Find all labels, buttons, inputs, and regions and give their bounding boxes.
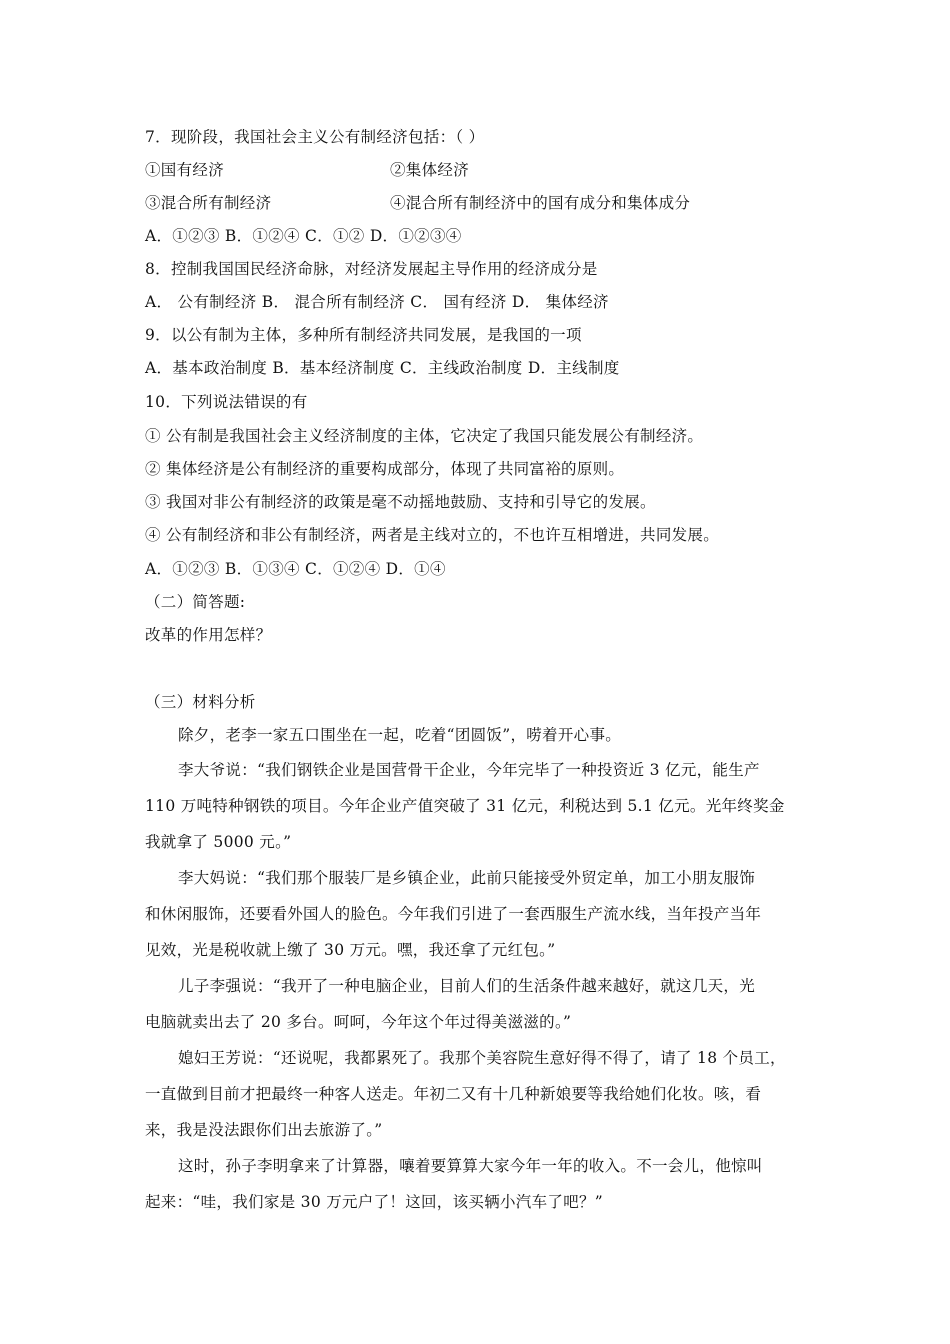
q10-statement-1: ① 公有制是我国社会主义经济制度的主体，它决定了我国只能发展公有制经济。 — [145, 427, 704, 445]
q10-statement-2: ② 集体经济是公有制经济的重要构成部分，体现了共同富裕的原则。 — [145, 460, 625, 478]
q9-stem: 9．以公有制为主体，多种所有制经济共同发展，是我国的一项 — [145, 326, 582, 344]
q7-options-row-1 — [145, 160, 845, 180]
q10-statement-3: ③ 我国对非公有制经济的政策是毫不动摇地鼓励、支持和引导它的发展。 — [145, 493, 656, 511]
q10-statement-4: ④ 公有制经济和非公有制经济，两者是主线对立的，不也许互相增进，共同发展。 — [145, 526, 720, 544]
q7-option-2: ②集体经济 — [390, 161, 470, 179]
q8-stem: 8．控制我国国民经济命脉，对经济发展起主导作用的经济成分是 — [145, 260, 598, 278]
q8-choices: A． 公有制经济 B． 混合所有制经济 C． 国有经济 D． 集体经济 — [145, 293, 609, 311]
material-line: 李大妈说：“我们那个服装厂是乡镇企业，此前只能接受外贸定单，加工小朋友服饰 — [178, 869, 756, 887]
material-line: 这时，孙子李明拿来了计算器，嚷着要算算大家今年一年的收入。不一会儿，他惊叫 — [178, 1157, 763, 1175]
q7-option-4: ④混合所有制经济中的国有成分和集体成分 — [390, 194, 691, 212]
material-line: 起来：“哇，我们家是 30 万元户了！这回，该买辆小汽车了吧？” — [145, 1193, 604, 1211]
q9-choices: A．基本政治制度 B．基本经济制度 C．主线政治制度 D．主线制度 — [145, 359, 620, 377]
q7-option-3: ③混合所有制经济 — [145, 194, 272, 212]
q7-options-row-2 — [145, 193, 845, 213]
q10-choices: A．①②③ B．①③④ C．①②④ D．①④ — [145, 560, 446, 578]
material-line: 除夕，老李一家五口围坐在一起，吃着“团圆饭”，唠着开心事。 — [178, 726, 622, 744]
material-line: 110 万吨特种钢铁的项目。今年企业产值突破了 31 亿元，利税达到 5.1 亿元。光年终奖金 — [145, 797, 785, 815]
q7-stem: 7．现阶段，我国社会主义公有制经济包括：（ ） — [145, 128, 485, 146]
material-line: 我就拿了 5000 元。” — [145, 833, 292, 851]
section-2-heading: （二）简答题: — [145, 593, 246, 611]
material-line: 李大爷说：“我们钢铁企业是国营骨干企业，今年完毕了一种投资近 3 亿元，能生产 — [178, 761, 760, 779]
q7-choices: A．①②③ B．①②④ C．①② D．①②③④ — [145, 227, 462, 245]
section-2-question: 改革的作用怎样？ — [145, 626, 272, 644]
q7-option-1: ①国有经济 — [145, 161, 225, 179]
material-line: 电脑就卖出去了 20 多台。呵呵，今年这个年过得美滋滋的。” — [145, 1013, 572, 1031]
material-line: 一直做到目前才把最终一种客人送走。年初二又有十几种新娘要等我给她们化妆。咳，看 — [145, 1085, 762, 1103]
section-3-heading: （三）材料分析 — [145, 693, 256, 711]
material-line: 媳妇王芳说：“还说呢，我都累死了。我那个美容院生意好得不得了，请了 18 个员工， — [178, 1049, 786, 1067]
q10-stem: 10．下列说法错误的有 — [145, 393, 308, 411]
material-line: 见效，光是税收就上缴了 30 万元。嘿，我还拿了元红包。” — [145, 941, 556, 959]
material-line: 儿子李强说：“我开了一种电脑企业，目前人们的生活条件越来越好，就这几天，光 — [178, 977, 756, 995]
material-line: 来，我是没法跟你们出去旅游了。” — [145, 1121, 383, 1139]
material-line: 和休闲服饰，还要看外国人的脸色。今年我们引进了一套西服生产流水线，当年投产当年 — [145, 905, 762, 923]
